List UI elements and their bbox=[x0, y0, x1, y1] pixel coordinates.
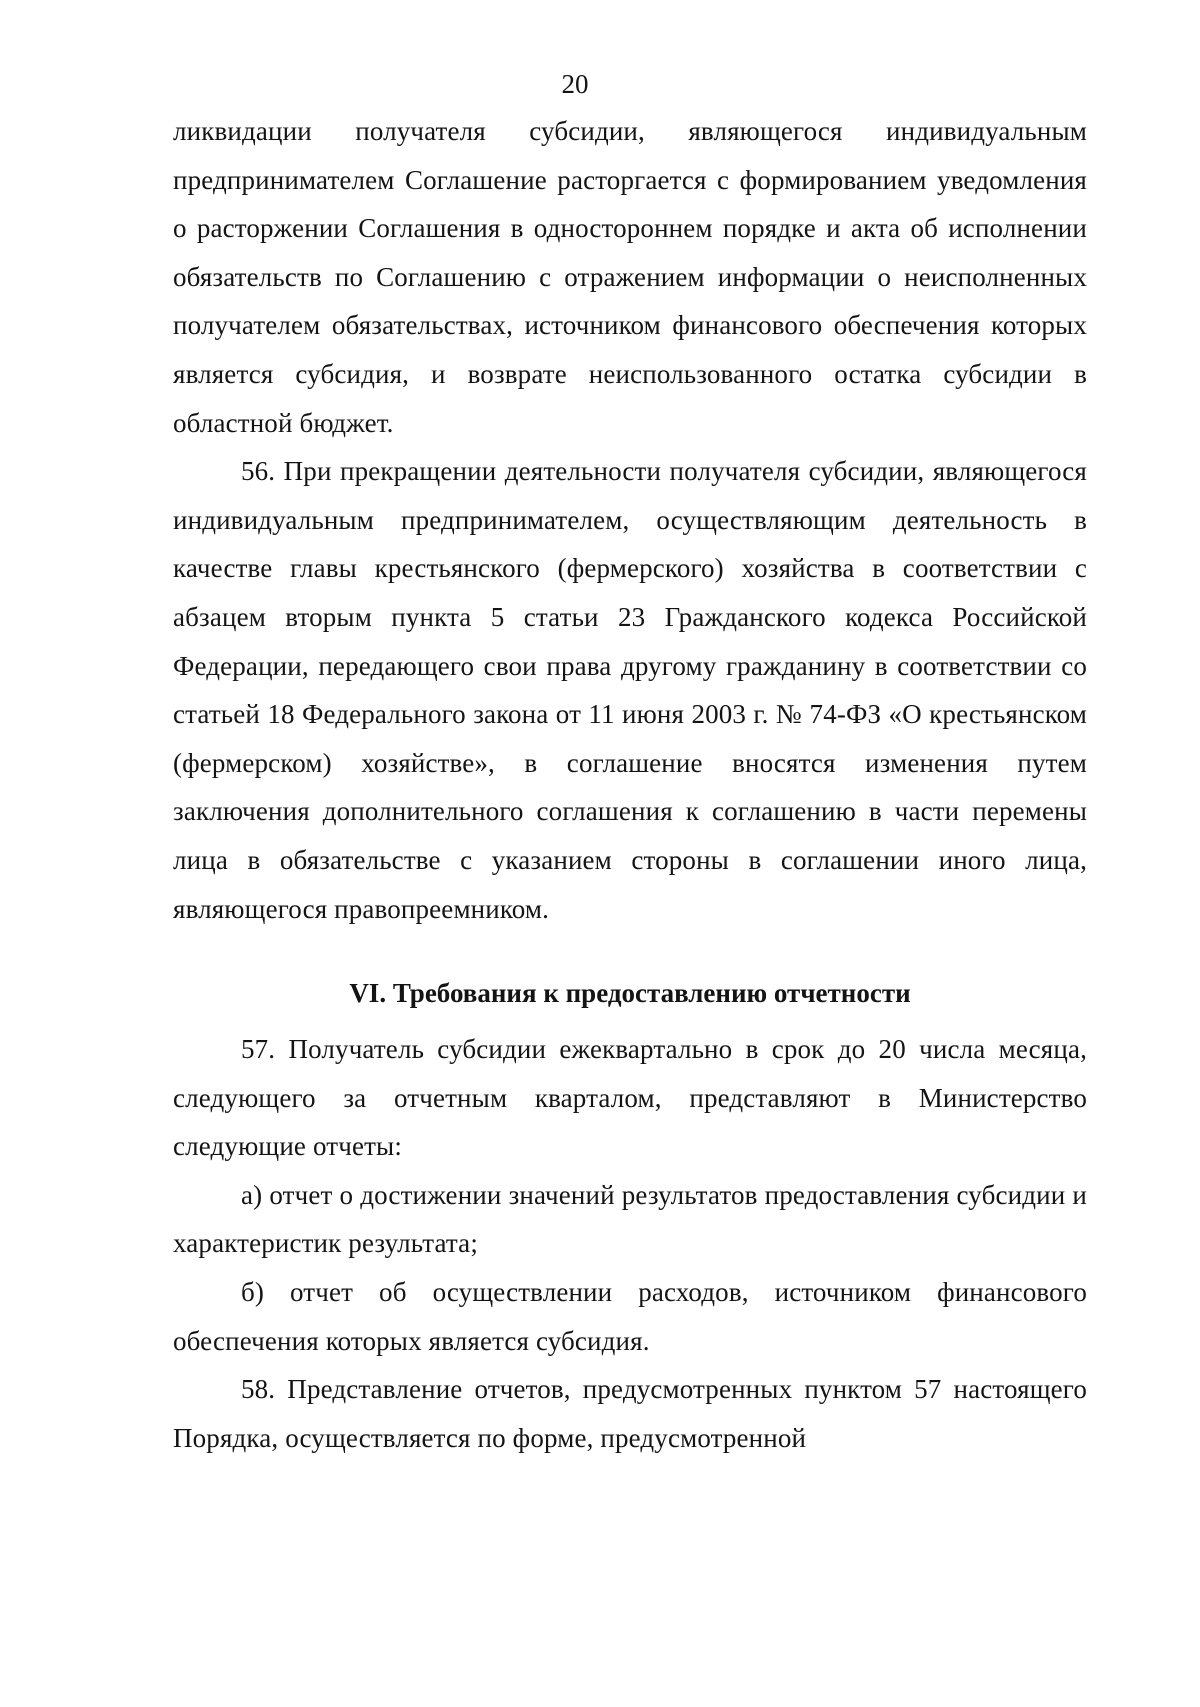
paragraph-57: 57. Получатель субсидии ежеквартально в срок до 20 числа месяца, следующего за отчетным кварталом, представляют в Министерство следующие отчеты: bbox=[173, 1034, 1087, 1162]
paragraph-liquidation-continued: ликвидации получателя субсидии, являющегося индивидуальным предпринимателем Соглашение расторгается с формированием уведомления о расторжении Соглашения в одностороннем порядке и акта об исполнении обязательств по Соглашению с отражением информации о неисполненных получателем обязательствах, источником финансового обеспечения которых является субсидия, и возврате неиспользованного остатка субсидии в областной бюджет. bbox=[173, 116, 1087, 438]
paragraph-58: 58. Представление отчетов, предусмотренных пунктом 57 настоящего Порядка, осуществляется по форме, предусмотренной bbox=[173, 1374, 1087, 1453]
paragraph-57-a: а) отчет о достижении значений результатов предоставления субсидии и характеристик результата; bbox=[173, 1179, 1087, 1259]
paragraph-57-b: б) отчет об осуществлении расходов, источником финансового обеспечения которых является субсидия. bbox=[173, 1277, 1087, 1356]
paragraph-56: 56. При прекращении деятельности получателя субсидии, являющегося индивидуальным предпринимателем, осуществляющим деятельность в качестве главы крестьянского (фермерского) хозяйства в соответствии с абзацем вторым пункта 5 статьи 23 Гражданского кодекса Российской Федерации, передающего свои права другому гражданину в соответствии со статьей 18 Федерального закона от 11 июня 2003 г. № 74-ФЗ «О крестьянском (фермерском) хозяйстве», в соглашение вносятся изменения путем заключения дополнительного соглашения к соглашению в части перемены лица в обязательстве с указанием стороны в соглашении иного лица, являющегося правопреемником. bbox=[173, 456, 1087, 924]
document-body bbox=[173, 107, 1087, 1462]
page-number: 20 bbox=[561, 69, 589, 99]
section-heading: VI. Требования к предоставлению отчетности bbox=[349, 978, 911, 1009]
